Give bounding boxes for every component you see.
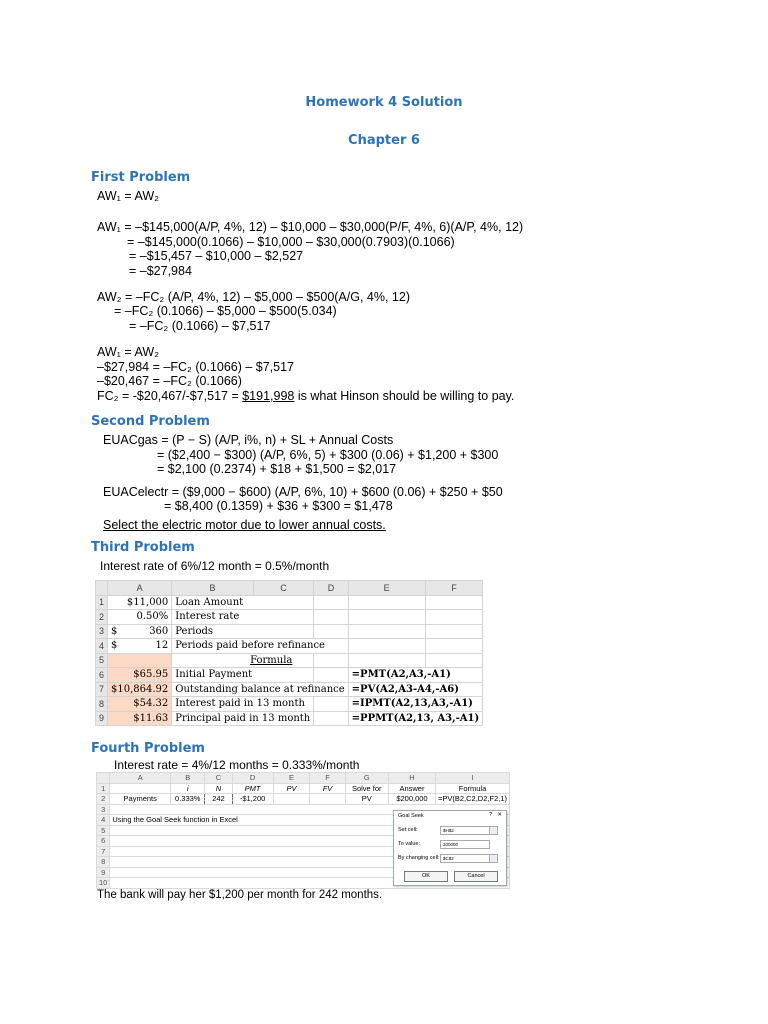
row-number[interactable]: 2: [96, 610, 108, 625]
help-icon[interactable]: ?: [488, 812, 492, 818]
row-number[interactable]: 6: [97, 836, 110, 847]
cell-a7[interactable]: $10,864.92: [108, 682, 172, 697]
cell-b1[interactable]: Loan Amount: [172, 595, 314, 610]
p2-conclusion: Select the electric motor due to lower annual costs.: [103, 518, 386, 532]
cell-a2[interactable]: 0.50%: [108, 610, 172, 625]
p4-intro: Interest rate = 4%/12 months = 0.333%/month: [114, 758, 360, 772]
row-number[interactable]: 8: [97, 857, 110, 868]
p1-fc2-expr: FC₂ = -$20,467/-$7,517 =: [97, 389, 243, 403]
row-number[interactable]: 9: [97, 867, 110, 878]
second-problem-heading: Second Problem: [91, 414, 210, 429]
cell-e4[interactable]: [348, 639, 425, 654]
cell-d6[interactable]: [314, 668, 348, 683]
p1-line-1: AW₁ = AW₂: [97, 189, 159, 203]
row-number[interactable]: 1: [96, 595, 108, 610]
cell-d3[interactable]: [314, 624, 348, 639]
cell-d1[interactable]: [314, 595, 348, 610]
cell-a3[interactable]: [108, 624, 172, 639]
cell-a9[interactable]: $11.63: [108, 711, 172, 726]
p1-line-2: AW₁ = –$145,000(A/P, 4%, 12) – $10,000 – $30,000(P/F, 4%, 6)(A/P, 4%, 12): [97, 220, 524, 234]
cell-i2[interactable]: =PV(B2,C2,D2,F2,1): [436, 794, 510, 805]
table-row: [97, 783, 510, 794]
row-number[interactable]: 5: [97, 825, 110, 836]
cell-e1[interactable]: [348, 595, 425, 610]
col-header-d[interactable]: D: [314, 581, 348, 596]
cell-e9[interactable]: =PPMT(A2,13, A3,-A1): [348, 711, 483, 726]
corner-cell: [97, 773, 110, 784]
p2-line-2: = ($2,400 − $300) (A/P, 6%, 5) + $300 (0.06) + $1,200 + $300: [157, 448, 499, 462]
cell-a8[interactable]: $54.32: [108, 697, 172, 712]
row-number[interactable]: 9: [96, 711, 108, 726]
cell-a1[interactable]: $11,000: [108, 595, 172, 610]
cell-i1[interactable]: Formula: [436, 783, 510, 794]
cell-f3[interactable]: [425, 624, 483, 639]
p2-line-5: = $8,400 (0.1359) + $36 + $300 = $1,478: [164, 499, 393, 513]
cell-g2[interactable]: PV: [345, 794, 388, 805]
cell-e3[interactable]: [348, 624, 425, 639]
table-row: [96, 610, 483, 625]
p1-line-6: AW₂ = –FC₂ (A/P, 4%, 12) – $5,000 – $500(A/G, 4%, 12): [97, 290, 410, 304]
col-header-a[interactable]: A: [110, 773, 171, 784]
p4-conclusion: The bank will pay her $1,200 per month for 242 months.: [97, 889, 383, 901]
cell-b8[interactable]: Interest paid in 13 month: [172, 697, 314, 712]
fourth-problem-heading: Fourth Problem: [91, 741, 205, 756]
cell-a1[interactable]: [110, 783, 171, 794]
row-number[interactable]: 7: [96, 682, 108, 697]
cell-f5[interactable]: [425, 653, 483, 668]
changing-cell-field[interactable]: $C$2: [440, 854, 490, 863]
cell-f1[interactable]: [425, 595, 483, 610]
row-number[interactable]: 3: [97, 804, 110, 815]
p1-line-7: = –FC₂ (0.1066) – $5,000 – $500(5.034): [114, 304, 337, 318]
cell-d1[interactable]: PMT: [232, 783, 273, 794]
to-value-label: To value:: [398, 841, 421, 847]
cell-e7[interactable]: =PV(A2,A3-A4,-A6): [348, 682, 483, 697]
col-header-a[interactable]: A: [108, 581, 172, 596]
first-problem-heading: First Problem: [91, 170, 191, 185]
p1-line-4: = –$15,457 – $10,000 – $2,527: [129, 249, 304, 263]
cell-d5[interactable]: [314, 653, 348, 668]
page-title: Homework 4 Solution: [305, 95, 463, 110]
row-number[interactable]: 10: [97, 878, 110, 889]
cell-h1[interactable]: Answer: [388, 783, 435, 794]
cell-a3-value: 360: [149, 625, 169, 637]
p1-line-11: –$20,467 = –FC₂ (0.1066): [97, 374, 242, 388]
cancel-button[interactable]: Cancel: [454, 871, 498, 882]
p1-line-3: = –$145,000(0.1066) – $10,000 – $30,000(0.7903)(0.1066): [127, 235, 455, 249]
close-icon[interactable]: ✕: [497, 812, 502, 818]
currency-symbol: $: [111, 625, 118, 637]
currency-symbol: $: [111, 640, 118, 652]
set-cell-field[interactable]: $H$2: [440, 826, 490, 835]
row-number[interactable]: 1: [97, 783, 110, 794]
cell-c1[interactable]: N: [205, 783, 232, 794]
cell-e5[interactable]: [348, 653, 425, 668]
row-number[interactable]: 4: [96, 639, 108, 654]
cell-b2[interactable]: 0.333%: [171, 794, 205, 805]
table-row: [96, 697, 483, 712]
column-header-row: [97, 773, 510, 784]
changing-cell-label: By changing cell:: [398, 855, 440, 861]
cell-d8[interactable]: [314, 697, 348, 712]
third-problem-heading: Third Problem: [91, 540, 195, 555]
col-header-e[interactable]: E: [273, 773, 310, 784]
col-header-h[interactable]: H: [388, 773, 435, 784]
cell-b4[interactable]: Periods paid before refinance: [172, 639, 348, 654]
cell-b7[interactable]: Outstanding balance at refinance: [172, 682, 348, 697]
cell-f2[interactable]: [425, 610, 483, 625]
p1-line-8: = –FC₂ (0.1066) – $7,517: [129, 319, 271, 333]
cell-h2[interactable]: $200,000: [388, 794, 435, 805]
row-number[interactable]: 2: [97, 794, 110, 805]
cell-b9[interactable]: Principal paid in 13 month: [172, 711, 314, 726]
cell-b2[interactable]: Interest rate: [172, 610, 314, 625]
col-header-d[interactable]: D: [232, 773, 273, 784]
cell-e2[interactable]: [348, 610, 425, 625]
table-row: [96, 595, 483, 610]
corner-cell: [96, 581, 108, 596]
p1-line-10: –$27,984 = –FC₂ (0.1066) – $7,517: [97, 360, 295, 374]
goal-seek-note[interactable]: Using the Goal Seek function in Excel: [110, 815, 510, 826]
table-row: [96, 639, 483, 654]
cell-d2[interactable]: [314, 610, 348, 625]
cell-a4-value: 12: [155, 640, 169, 652]
row-number[interactable]: 6: [96, 668, 108, 683]
range-picker-icon[interactable]: [489, 826, 498, 835]
dialog-title: Goal Seek: [398, 813, 424, 819]
p2-line-4: EUACelectr = ($9,000 − $600) (A/P, 6%, 10) + $600 (0.06) + $250 + $50: [103, 485, 503, 499]
goal-seek-dialog: [393, 810, 507, 886]
col-header-b[interactable]: B: [172, 581, 254, 596]
p3-intro: Interest rate of 6%/12 month = 0.5%/month: [100, 559, 330, 573]
col-header-i[interactable]: I: [436, 773, 510, 784]
p1-line-5: = –$27,984: [129, 264, 192, 278]
column-header-row: [96, 581, 483, 596]
range-picker-icon[interactable]: [489, 854, 498, 863]
col-header-c[interactable]: C: [205, 773, 232, 784]
p1-line-12: [97, 389, 514, 403]
cell-f2[interactable]: [310, 794, 345, 805]
cell-e2[interactable]: [273, 794, 310, 805]
ok-button[interactable]: OK: [404, 871, 448, 882]
cell-e1[interactable]: PV: [273, 783, 310, 794]
chapter-title: Chapter 6: [348, 133, 420, 148]
row-number[interactable]: 3: [96, 624, 108, 639]
table-row: [96, 624, 483, 639]
row-number[interactable]: 5: [96, 653, 108, 668]
row-number[interactable]: 4: [97, 815, 110, 826]
table-row: [96, 668, 483, 683]
col-header-b[interactable]: B: [171, 773, 205, 784]
cell-g1[interactable]: Solve for: [345, 783, 388, 794]
col-header-g[interactable]: G: [345, 773, 388, 784]
cell-a2[interactable]: Payments: [110, 794, 171, 805]
cell-e8[interactable]: =IPMT(A2,13,A3,-A1): [348, 697, 483, 712]
cell-f4[interactable]: [425, 639, 483, 654]
p2-line-1: EUACgas = (P − S) (A/P, i%, n) + SL + Annual Costs: [103, 433, 394, 447]
p1-line-9: AW₁ = AW₂: [97, 345, 159, 359]
table-row: [96, 653, 483, 668]
cell-a5[interactable]: [108, 653, 172, 668]
loan-spreadsheet: [95, 580, 480, 730]
row-number[interactable]: 8: [96, 697, 108, 712]
p1-fc2-note: is what Hinson should be willing to pay.: [294, 389, 515, 403]
formula-label[interactable]: Formula: [172, 653, 314, 668]
col-header-f[interactable]: F: [310, 773, 345, 784]
cell-b1[interactable]: i: [171, 783, 205, 794]
cell-d2[interactable]: -$1,200: [232, 794, 273, 805]
p2-line-3: = $2,100 (0.2374) + $18 + $1,500 = $2,017: [157, 462, 397, 476]
cell-f1[interactable]: FV: [310, 783, 345, 794]
p1-fc2-answer: $191,998: [242, 389, 295, 403]
table-row: [96, 711, 483, 726]
cell-a4[interactable]: [108, 639, 172, 654]
row-number[interactable]: 7: [97, 846, 110, 857]
cell-e6[interactable]: =PMT(A2,A3,-A1): [348, 668, 483, 683]
cell-c2[interactable]: 242: [205, 794, 232, 805]
to-value-field[interactable]: 200000: [440, 840, 490, 849]
cell-a6[interactable]: $65.95: [108, 668, 172, 683]
col-header-e[interactable]: E: [348, 581, 425, 596]
table-row: [97, 794, 510, 805]
cell-d9[interactable]: [314, 711, 348, 726]
table-row: [96, 682, 483, 697]
col-header-c[interactable]: C: [253, 581, 313, 596]
cell-b3[interactable]: Periods: [172, 624, 314, 639]
cell-b6[interactable]: Initial Payment: [172, 668, 314, 683]
set-cell-label: Set cell:: [398, 827, 418, 833]
col-header-f[interactable]: F: [425, 581, 483, 596]
